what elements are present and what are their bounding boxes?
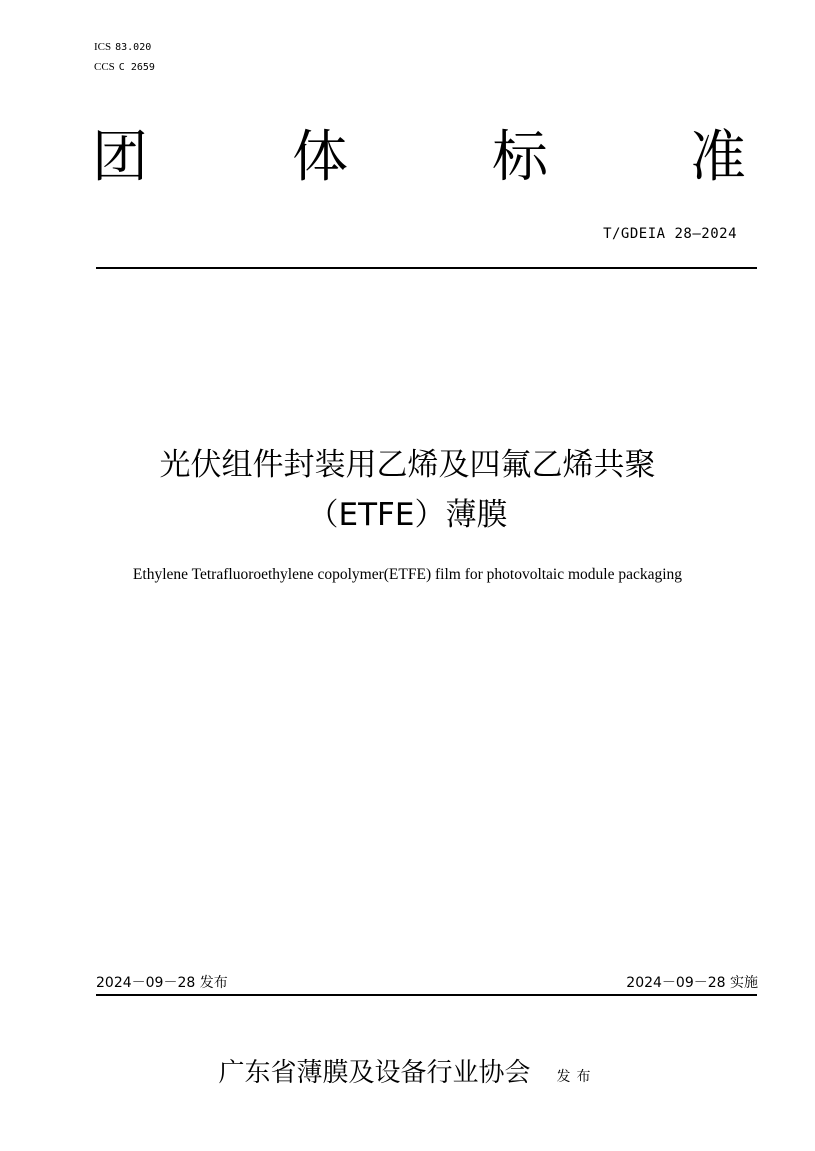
standard-code: T/GDEIA 28—2024	[603, 226, 737, 242]
implement-date: 2024－09－28 实施	[626, 975, 758, 991]
title-cn-line2: （ETFE）薄膜	[307, 497, 508, 533]
title-cn-line1: 光伏组件封装用乙烯及四氟乙烯共聚	[159, 447, 656, 483]
title-char-2: 体	[292, 125, 348, 190]
ics-line	[94, 40, 151, 55]
ics-label: ICS	[94, 41, 112, 53]
header-divider	[96, 267, 757, 269]
ics-value: 83.020	[115, 42, 152, 53]
publisher	[0, 1052, 815, 1089]
publisher-name: 广东省薄膜及设备行业协会	[218, 1058, 531, 1088]
title-char-3: 标	[492, 125, 548, 190]
title-en: Ethylene Tetrafluoroethylene copolymer(ETFE) film for photovoltaic module packaging	[132, 566, 683, 583]
issue-date: 2024－09－28 发布	[96, 975, 228, 991]
title-char-1: 团	[92, 125, 148, 190]
ccs-line	[94, 60, 155, 75]
publisher-action: 发布	[556, 1069, 597, 1085]
footer-divider	[96, 994, 757, 996]
ccs-value: C 2659	[118, 62, 155, 73]
title-char-4: 准	[690, 125, 746, 190]
ccs-label: CCS	[94, 61, 115, 73]
